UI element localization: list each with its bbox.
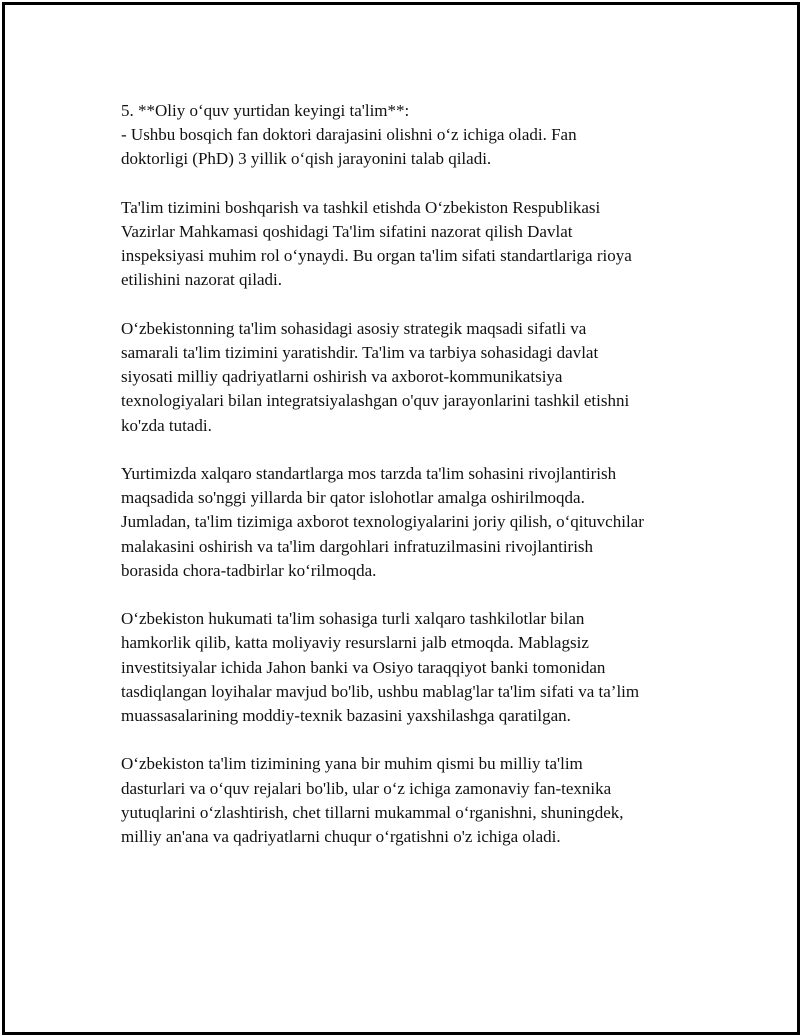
document-body [121, 99, 741, 849]
paragraph-strategic-goal: O‘zbekistonning ta'lim sohasidagi asosiy strategik maqsadi sifatli va samarali ta'lim tizimini yaratishdir. Ta'lim va tarbiya sohasidagi davlat siyosati milliy qadriyatlarni oshirish va axborot-kommunikatsiya texnologiyalari bilan integratsiyalashgan o'quv jarayonlarini tashkil etishni ko'zda tutadi. [121, 318, 630, 435]
paragraph-national-programs: O‘zbekiston ta'lim tizimining yana bir muhim qismi bu milliy ta'lim dasturlari va o‘quv rejalari bo'lib, ular o‘z ichiga zamonaviy fan-texnika yutuqlarini o‘zlashtirish, chet tillarni mukammal o‘rganishni, shuningdek, milliy an'ana va qadriyatlarni chuqur o‘rgatishni o'z ichiga oladi. [121, 754, 624, 847]
paragraph-international-cooperation: O‘zbekiston hukumati ta'lim sohasiga turli xalqaro tashkilotlar bilan hamkorlik qilib, katta moliyaviy resurslarni jalb etmoqda. Mablagsiz investitsiyalar ichida Jahon banki va Osiyo taraqqiyot banki tomonidan tasdiqlangan loyihalar mavjud bo'lib, ushbu mablag'lar ta'lim sifati va ta’lim muassasalarining moddiy-texnik bazasini yaxshilashga qaratilgan. [121, 609, 640, 726]
paragraph-postgraduate-education: 5. **Oliy o‘quv yurtidan keyingi ta'lim**: - Ushbu bosqich fan doktori darajasini olishni o‘z ichiga oladi. Fan doktorligi (PhD) 3 yillik o‘qish jarayonini talab qiladi. [121, 101, 577, 169]
paragraph-reforms: Yurtimizda xalqaro standartlarga mos tarzda ta'lim sohasini rivojlantirish maqsadida so'nggi yillarda bir qator islohotlar amalga oshirilmoqda. Jumladan, ta'lim tizimiga axborot texnologiyalarini joriy qilish, o‘qituvchilar malakasini oshirish va ta'lim dargohlari infratuzilmasini rivojlantirish borasida chora-tadbirlar ko‘rilmoqda. [121, 464, 644, 580]
page-frame [2, 2, 800, 1035]
paragraph-education-inspection: Ta'lim tizimini boshqarish va tashkil etishda O‘zbekiston Respublikasi Vazirlar Mahkamasi qoshidagi Ta'lim sifatini nazorat qilish Davlat inspeksiyasi muhim rol o‘ynaydi. Bu organ ta'lim sifati standartlariga rioya etilishini nazorat qiladi. [121, 197, 632, 290]
